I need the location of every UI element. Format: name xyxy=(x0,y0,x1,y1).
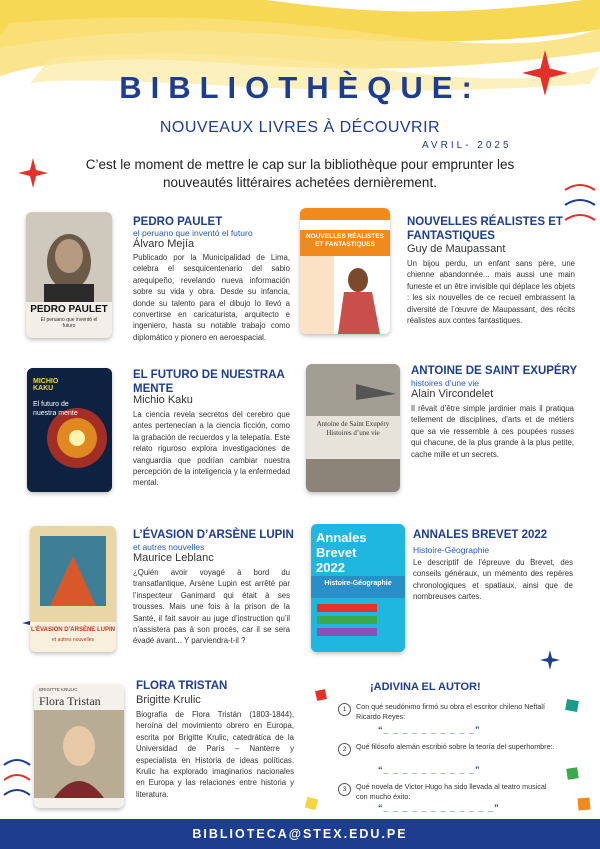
book-cover-saint-exupery[interactable] xyxy=(306,364,400,492)
page-subtitle: NOUVEAUX LIVRES À DÉCOUVRIR xyxy=(159,119,441,136)
book-cover-title: L’ÉVASION D’ARSÈNE LUPIN xyxy=(31,627,115,633)
intro-text: C’est le moment de mettre le cap sur la bibliothèque pour emprunter les nouveautés littéraires achetées dernièrement. xyxy=(85,157,515,190)
letter-tile-icon xyxy=(566,767,578,779)
book-title: FLORA TRISTAN xyxy=(136,680,228,692)
book-title: PEDRO PAULET xyxy=(133,216,223,228)
book-author: Michio Kaku xyxy=(133,394,193,406)
blue-sparkle-small-icon xyxy=(540,650,560,670)
letter-tile-icon xyxy=(315,689,327,701)
book-author: Álvaro Mejía xyxy=(133,238,195,250)
book-description: Il rêvait d’être simple jardinier mais il pratiqua tellement de disciplines, d’arts et de métiers que sa vie ressemble à ces poupées russes qui chacune, de la plus grande à la plus petite, cache mille et un secrets. xyxy=(411,404,574,459)
book-cover-subtitle: Histoire-Géographie xyxy=(324,580,392,587)
book-description: Publicado por la Municipalidad de Lima, celebra el sesquicentenario del sabio arequipeño, revelando nueva información sobre su vida y obra. Desde su infancia, donde su talento para el dibujo lo llevó a convertirse en caricaturista, arquitecto e ingeniero, hasta su notable trabajo como diplomático y pionero en aeroespacial. xyxy=(133,253,290,342)
page-title: BIBLIOTHÈQUE: xyxy=(119,70,481,105)
book-description: Le descriptif de l’épreuve du Brevet, des conseils généraux, un mémento des repères chronologiques et spatiaux, ainsi que de nombreuses cartes. xyxy=(413,558,573,602)
answer-blank[interactable]: “_ _ _ _ _ _ _ _ _ _” xyxy=(378,765,481,775)
book-cover-futuro-mente[interactable] xyxy=(27,368,112,492)
book-title: ANTOINE DE SAINT EXUPÉRY xyxy=(411,365,578,377)
book-cover-title: El futuro de nuestra mente xyxy=(33,401,78,417)
book-cover-subtitle: El peruano que inventó el futuro xyxy=(40,317,98,329)
book-cover-nouvelles[interactable] xyxy=(300,208,390,334)
quiz-question: Qué novela de Victor Hugo ha sido llevada al teatro musical con mucho éxito: xyxy=(356,782,547,801)
book-author: Brigitte Krulic xyxy=(136,694,201,706)
letter-tile-icon xyxy=(565,699,579,712)
footer-email[interactable]: BIBLIOTECA@STEX.EDU.PE xyxy=(0,819,600,849)
answer-blank[interactable]: “_ _ _ _ _ _ _ _ _ _ _ _” xyxy=(378,803,500,813)
answer-blank[interactable]: “_ _ _ _ _ _ _ _ _ _” xyxy=(378,725,481,735)
question-number: 1 xyxy=(338,703,351,716)
book-cover-title: PEDRO PAULET xyxy=(30,304,108,315)
book-cover-pedro-paulet[interactable] xyxy=(26,212,112,338)
book-cover-title: Annales Brevet 2022 xyxy=(316,530,367,575)
letter-tile-icon xyxy=(305,797,318,810)
book-title: NOUVELLES RÉALISTES ET FANTASTIQUES xyxy=(407,216,563,242)
squiggle-decoration-left xyxy=(2,755,32,815)
book-cover-flora-tristan[interactable] xyxy=(34,684,124,808)
book-cover-annales-brevet[interactable] xyxy=(311,524,405,652)
red-sparkle-small-icon xyxy=(18,158,48,188)
book-author: Alain Vircondelet xyxy=(411,388,494,400)
book-cover-title: Flora Tristan xyxy=(39,694,101,708)
book-subtitle: Histoire-Géographie xyxy=(413,545,490,555)
book-cover-author: BRIGITTE KRULIC xyxy=(39,687,78,692)
book-author: Guy de Maupassant xyxy=(407,243,506,255)
book-description: Biografía de Flora Tristán (1803-1844), heroína del movimiento obrero en Europa, escrita por Brigitte Krulic, catedrática de la Universidad de París – Nanterre y especialista en Historia de ideas políticas. Krulic ha explorado imaginarios nacionales en Europa y las relaciones entre historia y literatura. xyxy=(136,710,294,799)
letter-tile-icon xyxy=(577,797,590,810)
question-number: 3 xyxy=(338,783,351,796)
quiz-question: Con qué seudónimo firmó su obra el escritor chileno Neftalí Ricardo Reyes: xyxy=(356,702,545,721)
book-cover-author: MICHIO KAKU xyxy=(33,378,59,392)
book-description: ¿Quién avoir voyagé à bord du transatlantique, Arsène Lupin est arrêté par l’inspecteur Ganimard qui était à ses trousses. Mais une fois à la prison de la Santé, il fait savoir au juge d’instruction qu’il n’assistera pas à son procès, car il se sera évadé avant... Y parviendra-t-il ? xyxy=(133,568,290,646)
book-author: Maurice Leblanc xyxy=(133,552,214,564)
book-cover-title: Antoine de Saint Exupéry Histoires d’une vie xyxy=(316,420,390,437)
book-description: La ciencia revela secretos del cerebro que antes pertenecían a la ciencia ficción, como la grabación de recuerdos y la telepatía. Este relato riguroso explora investigaciones de vanguardia que podrían cambiar nuestra percepción de la inteligencia y la enfermedad mental. xyxy=(133,410,290,488)
book-cover-arsene-lupin[interactable] xyxy=(30,526,116,652)
book-title: L’ÉVASION D’ARSÈNE LUPIN xyxy=(133,529,294,541)
book-cover-subtitle: et autres nouvelles xyxy=(52,637,94,643)
book-title: ANNALES BREVET 2022 xyxy=(413,529,548,541)
book-description: Un bijou perdu, un enfant sans père, une chienne abandonnée... mais aussi une main funeste et un être invisible qui déplace les objets : les six nouvelles de ce recueil embrassent la diversité de l’œuvre de Maupassant, des récits réalistes aux contes fantastiques. xyxy=(407,259,575,326)
book-subtitle: el peruano que inventó el futuro xyxy=(133,228,253,238)
book-subtitle: et autres nouvelles xyxy=(133,542,205,552)
book-title: EL FUTURO DE NUESTRAA MENTE xyxy=(133,369,285,395)
book-cover-title: NOUVELLES RÉALISTES ET FANTASTIQUES xyxy=(305,233,384,248)
issue-date: AVRIL- 2025 xyxy=(422,140,512,151)
book-subtitle: histoires d’une vie xyxy=(411,378,480,388)
question-number: 2 xyxy=(338,743,351,756)
quiz-question: Qué filósofo alemán escribió sobre la teoría del superhombre:. xyxy=(356,742,555,751)
quiz-title: ¡ADIVINA EL AUTOR! xyxy=(370,681,481,693)
